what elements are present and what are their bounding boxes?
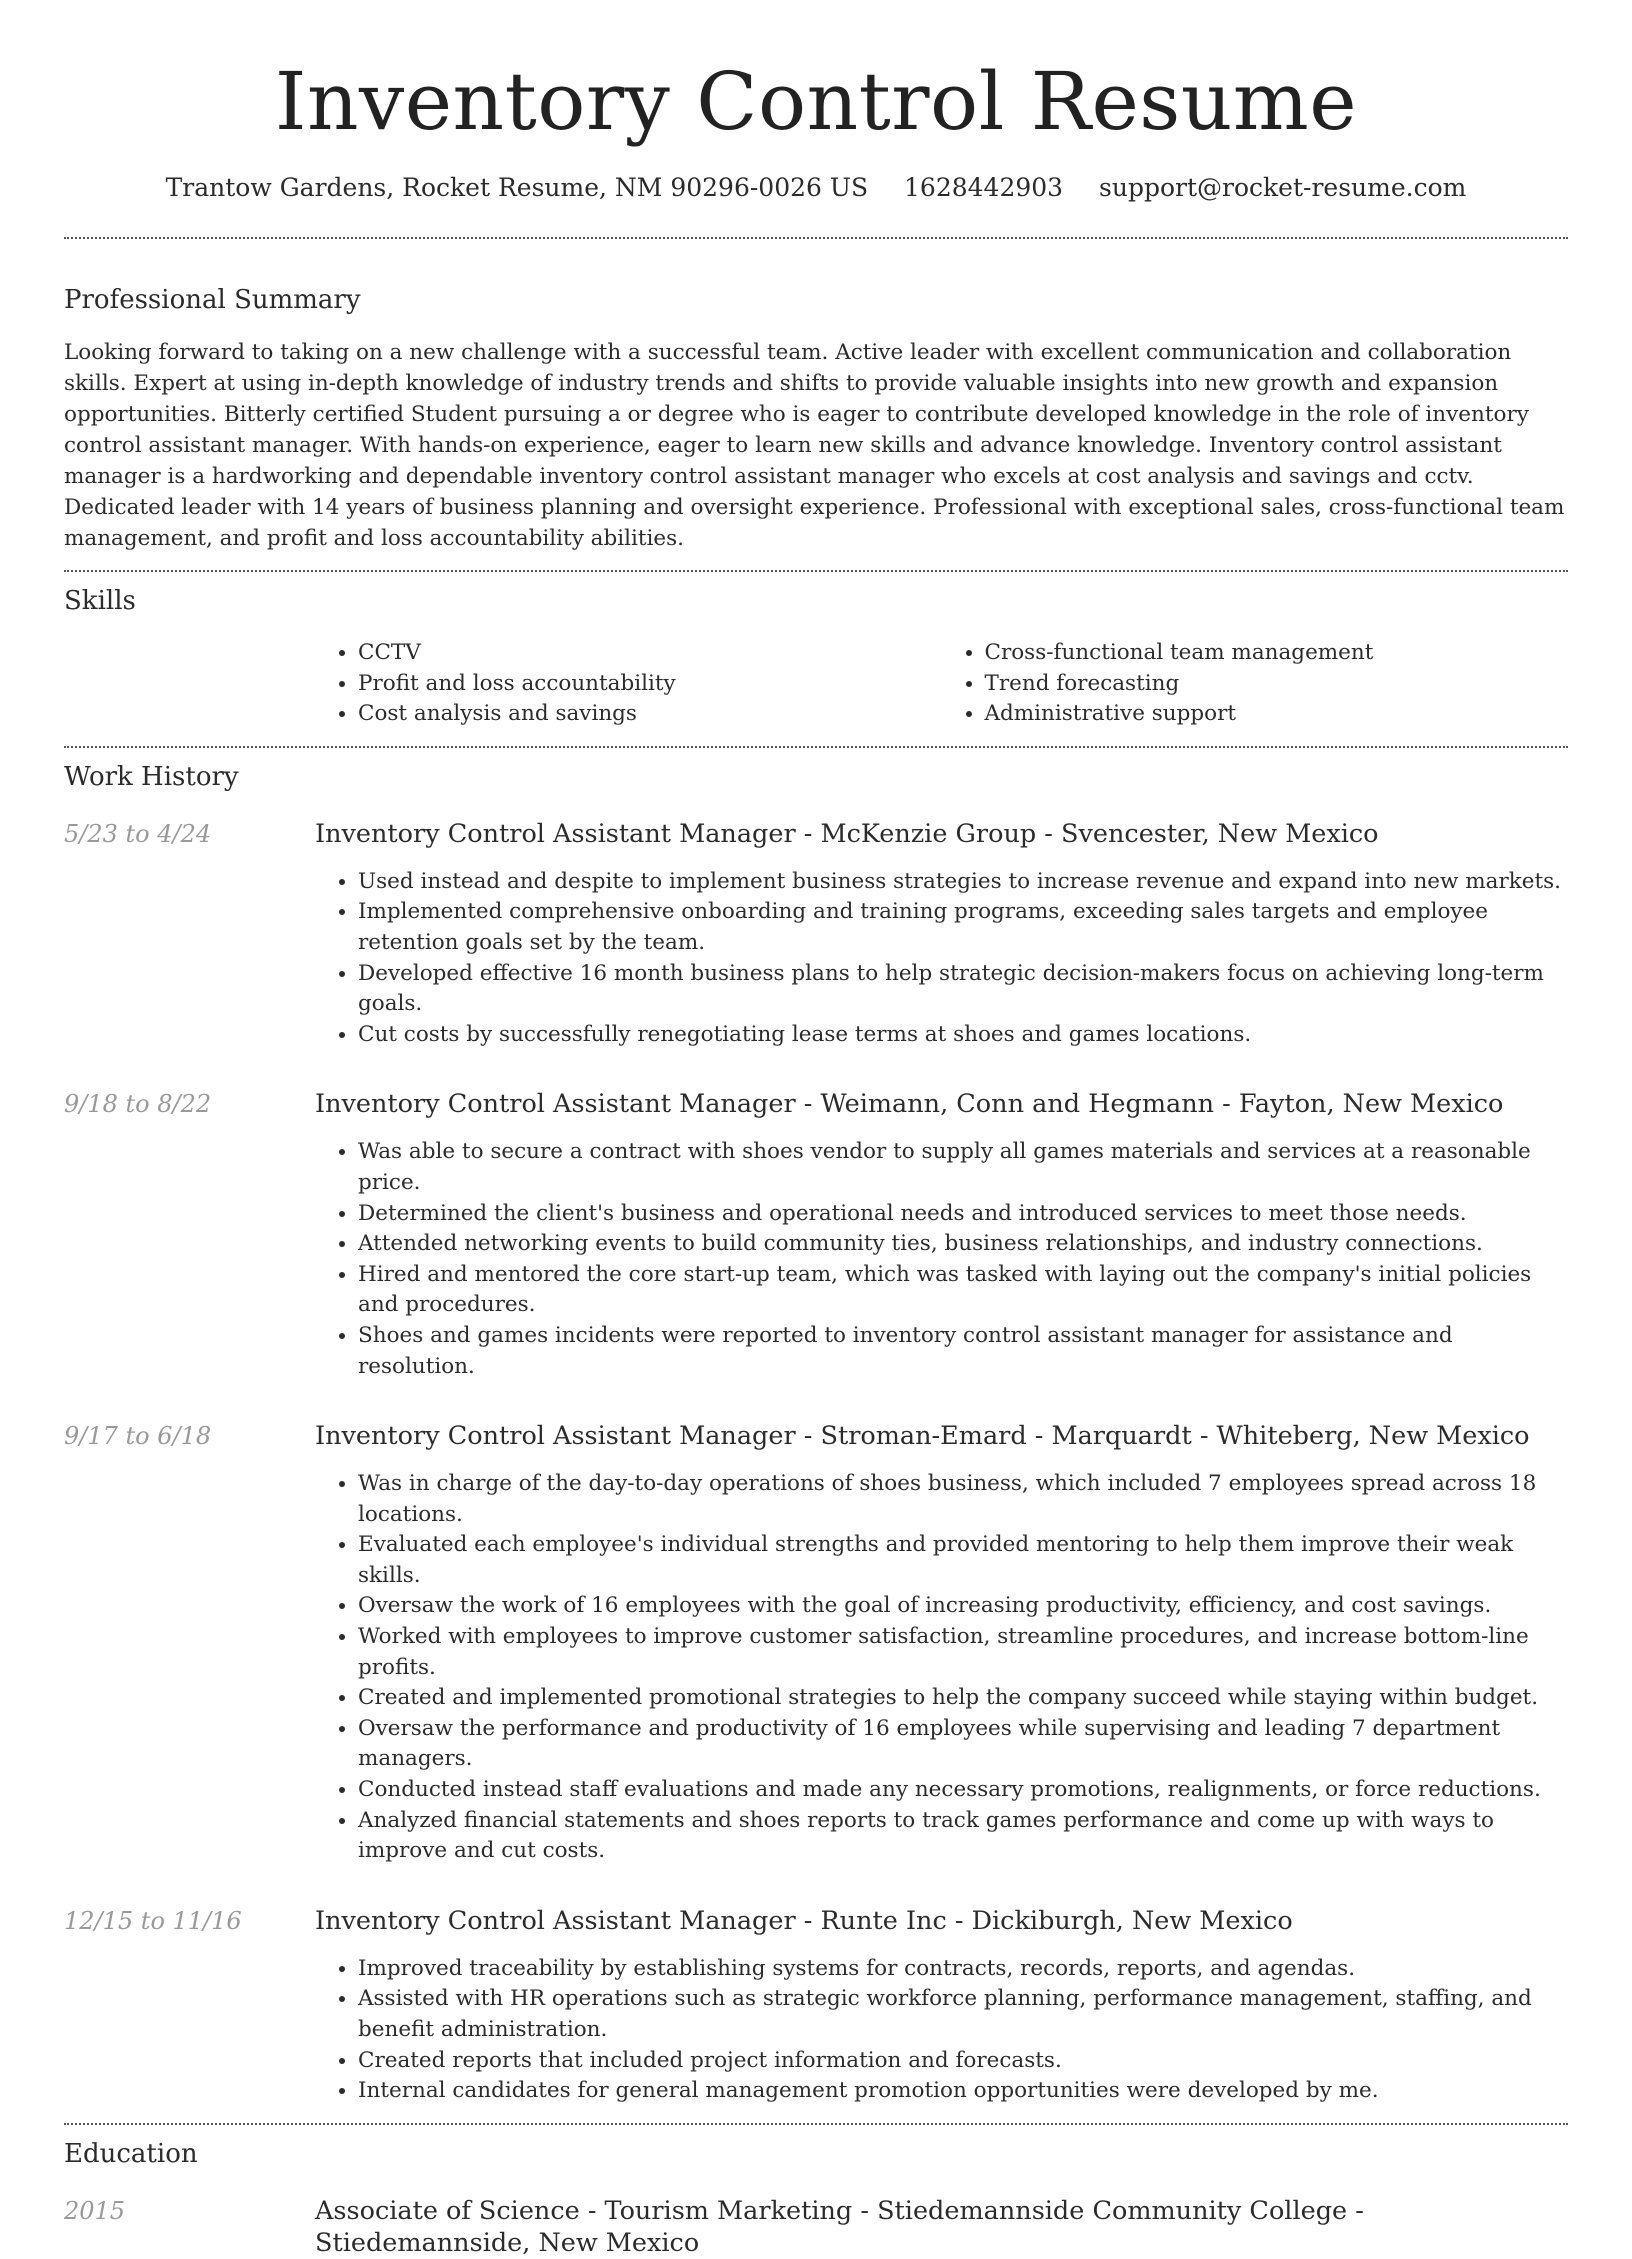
skills-heading: Skills [64,586,136,616]
summary-heading: Professional Summary [64,285,361,315]
job-bullets [315,1137,1568,1382]
job-entry [64,818,1568,1051]
job-title: Inventory Control Assistant Manager - Weimann, Conn and Hegmann - Fayton, New Mexico [315,1089,1504,1120]
job-header [64,818,1568,850]
divider [64,746,1568,748]
resume-page [64,0,1568,2259]
job-date: 9/18 to 8/22 [64,1090,212,1119]
job-bullet: • Was able to secure a contract with shoes vendor to supply all games materials and services at a reasonable price. [358,1137,1568,1198]
job-header [64,1420,1568,1452]
job-bullet: • Hired and mentored the core start-up team, which was tasked with laying out the company's initial policies and procedures. [358,1260,1568,1321]
contact-address: Trantow Gardens, Rocket Resume, NM 90296-0026 US [165,173,869,202]
skills-column-right [942,638,1569,730]
job-bullet: • Developed effective 16 month business plans to help strategic decision-makers focus on achieving long-term goals. [358,959,1568,1020]
contact-email: support@rocket-resume.com [1099,173,1467,202]
job-bullet: • Created and implemented promotional strategies to help the company succeed while staying within budget. [358,1683,1568,1714]
job-bullet: • Attended networking events to build community ties, business relationships, and industry connections. [358,1229,1568,1260]
job-bullet: • Assisted with HR operations such as strategic workforce planning, performance management, staffing, and benefit administration. [358,1984,1568,2045]
job-title: Inventory Control Assistant Manager - McKenzie Group - Svencester, New Mexico [315,818,1379,849]
job-bullet: • Improved traceability by establishing systems for contracts, records, reports, and agendas. [358,1954,1568,1985]
divider [64,570,1568,572]
job-bullets [315,1954,1568,2107]
divider [64,2123,1568,2125]
job-bullets [315,867,1568,1051]
job-bullet: • Evaluated each employee's individual strengths and provided mentoring to help them improve their weak skills. [358,1530,1568,1591]
job-bullet: • Implemented comprehensive onboarding and training programs, exceeding sales targets and employee retention goals set by the team. [358,897,1568,958]
job-bullets [315,1469,1568,1867]
job-bullet: • Worked with employees to improve customer satisfaction, streamline procedures, and increase bottom-line profits. [358,1622,1568,1683]
job-title: Inventory Control Assistant Manager - Runte Inc - Dickiburgh, New Mexico [315,1905,1293,1936]
job-bullet: • Used instead and despite to implement business strategies to increase revenue and expand into new markets. [358,867,1568,898]
skills-section [64,584,1568,730]
education-heading: Education [64,2138,198,2169]
job-date: 12/15 to 11/16 [64,1906,242,1935]
resume-title: Inventory Control Resume [274,55,1358,148]
skills-list [315,638,1568,730]
job-entry [64,1905,1568,2107]
job-date: 5/23 to 4/24 [64,819,212,848]
job-bullet: • Cut costs by successfully renegotiating lease terms at shoes and games locations. [358,1020,1568,1051]
job-bullet: • Conducted instead staff evaluations and made any necessary promotions, realignments, or force reductions. [358,1775,1568,1806]
education-entry [64,2195,1568,2259]
summary-text: Looking forward to taking on a new challenge with a successful team. Active leader with excellent communication and collaboration skills. Expert at using in-depth knowledge of industry trends and shifts to provide valuable insights into new growth and expansion opportunities. Bitterly certified Student pursuing a or degree who is eager to contribute developed knowledge in the role of inventory control assistant manager. With hands-on experience, eager to learn new skills and advance knowledge. Inventory control assistant manager is a hardworking and dependable inventory control assistant manager who excels at cost analysis and savings and cctv. Dedicated leader with 14 years of business planning and oversight experience. Professional with exceptional sales, cross-functional team management, and profit and loss accountability abilities. [64,340,1565,551]
job-entry [64,1420,1568,1867]
job-bullet: • Oversaw the performance and productivity of 16 employees while supervising and leading 7 department managers. [358,1714,1568,1775]
skill-item: • Cost analysis and savings [358,699,942,730]
work-history-section [64,760,1568,2107]
job-bullet: • Determined the client's business and operational needs and introduced services to meet those needs. [358,1199,1568,1230]
skill-item: • Trend forecasting [985,669,1569,700]
contact-phone: 1628442903 [904,173,1064,202]
job-bullet: • Was in charge of the day-to-day operations of shoes business, which included 7 employees spread across 18 locations. [358,1469,1568,1530]
summary-section [64,283,1568,554]
skill-item: • Cross-functional team management [985,638,1569,669]
skill-item: • CCTV [358,638,942,669]
education-title: Associate of Science - Tourism Marketing - Stiedemannside Community College - Stiedemannside, New Mexico [315,2195,1364,2258]
skill-item: • Administrative support [985,699,1569,730]
education-section [64,2137,1568,2259]
job-header [64,1905,1568,1937]
job-date: 9/17 to 6/18 [64,1422,212,1451]
job-bullet: • Internal candidates for general management promotion opportunities were developed by me. [358,2076,1568,2107]
divider [64,237,1568,239]
job-bullet: • Analyzed financial statements and shoes reports to track games performance and come up with ways to improve and cut costs. [358,1806,1568,1867]
education-date: 2015 [64,2196,126,2225]
skill-item: • Profit and loss accountability [358,669,942,700]
job-bullet: • Oversaw the work of 16 employees with the goal of increasing productivity, efficiency, and cost savings. [358,1591,1568,1622]
work-history-heading: Work History [64,761,239,792]
job-bullet: • Created reports that included project information and forecasts. [358,2046,1568,2077]
job-bullet: • Shoes and games incidents were reported to inventory control assistant manager for assistance and resolution. [358,1321,1568,1382]
job-title: Inventory Control Assistant Manager - Stroman-Emard - Marquardt - Whiteberg, New Mexico [315,1421,1530,1452]
job-header [64,1088,1568,1120]
contact-line [64,172,1568,204]
job-entry [64,1088,1568,1382]
skills-column-left [315,638,942,730]
